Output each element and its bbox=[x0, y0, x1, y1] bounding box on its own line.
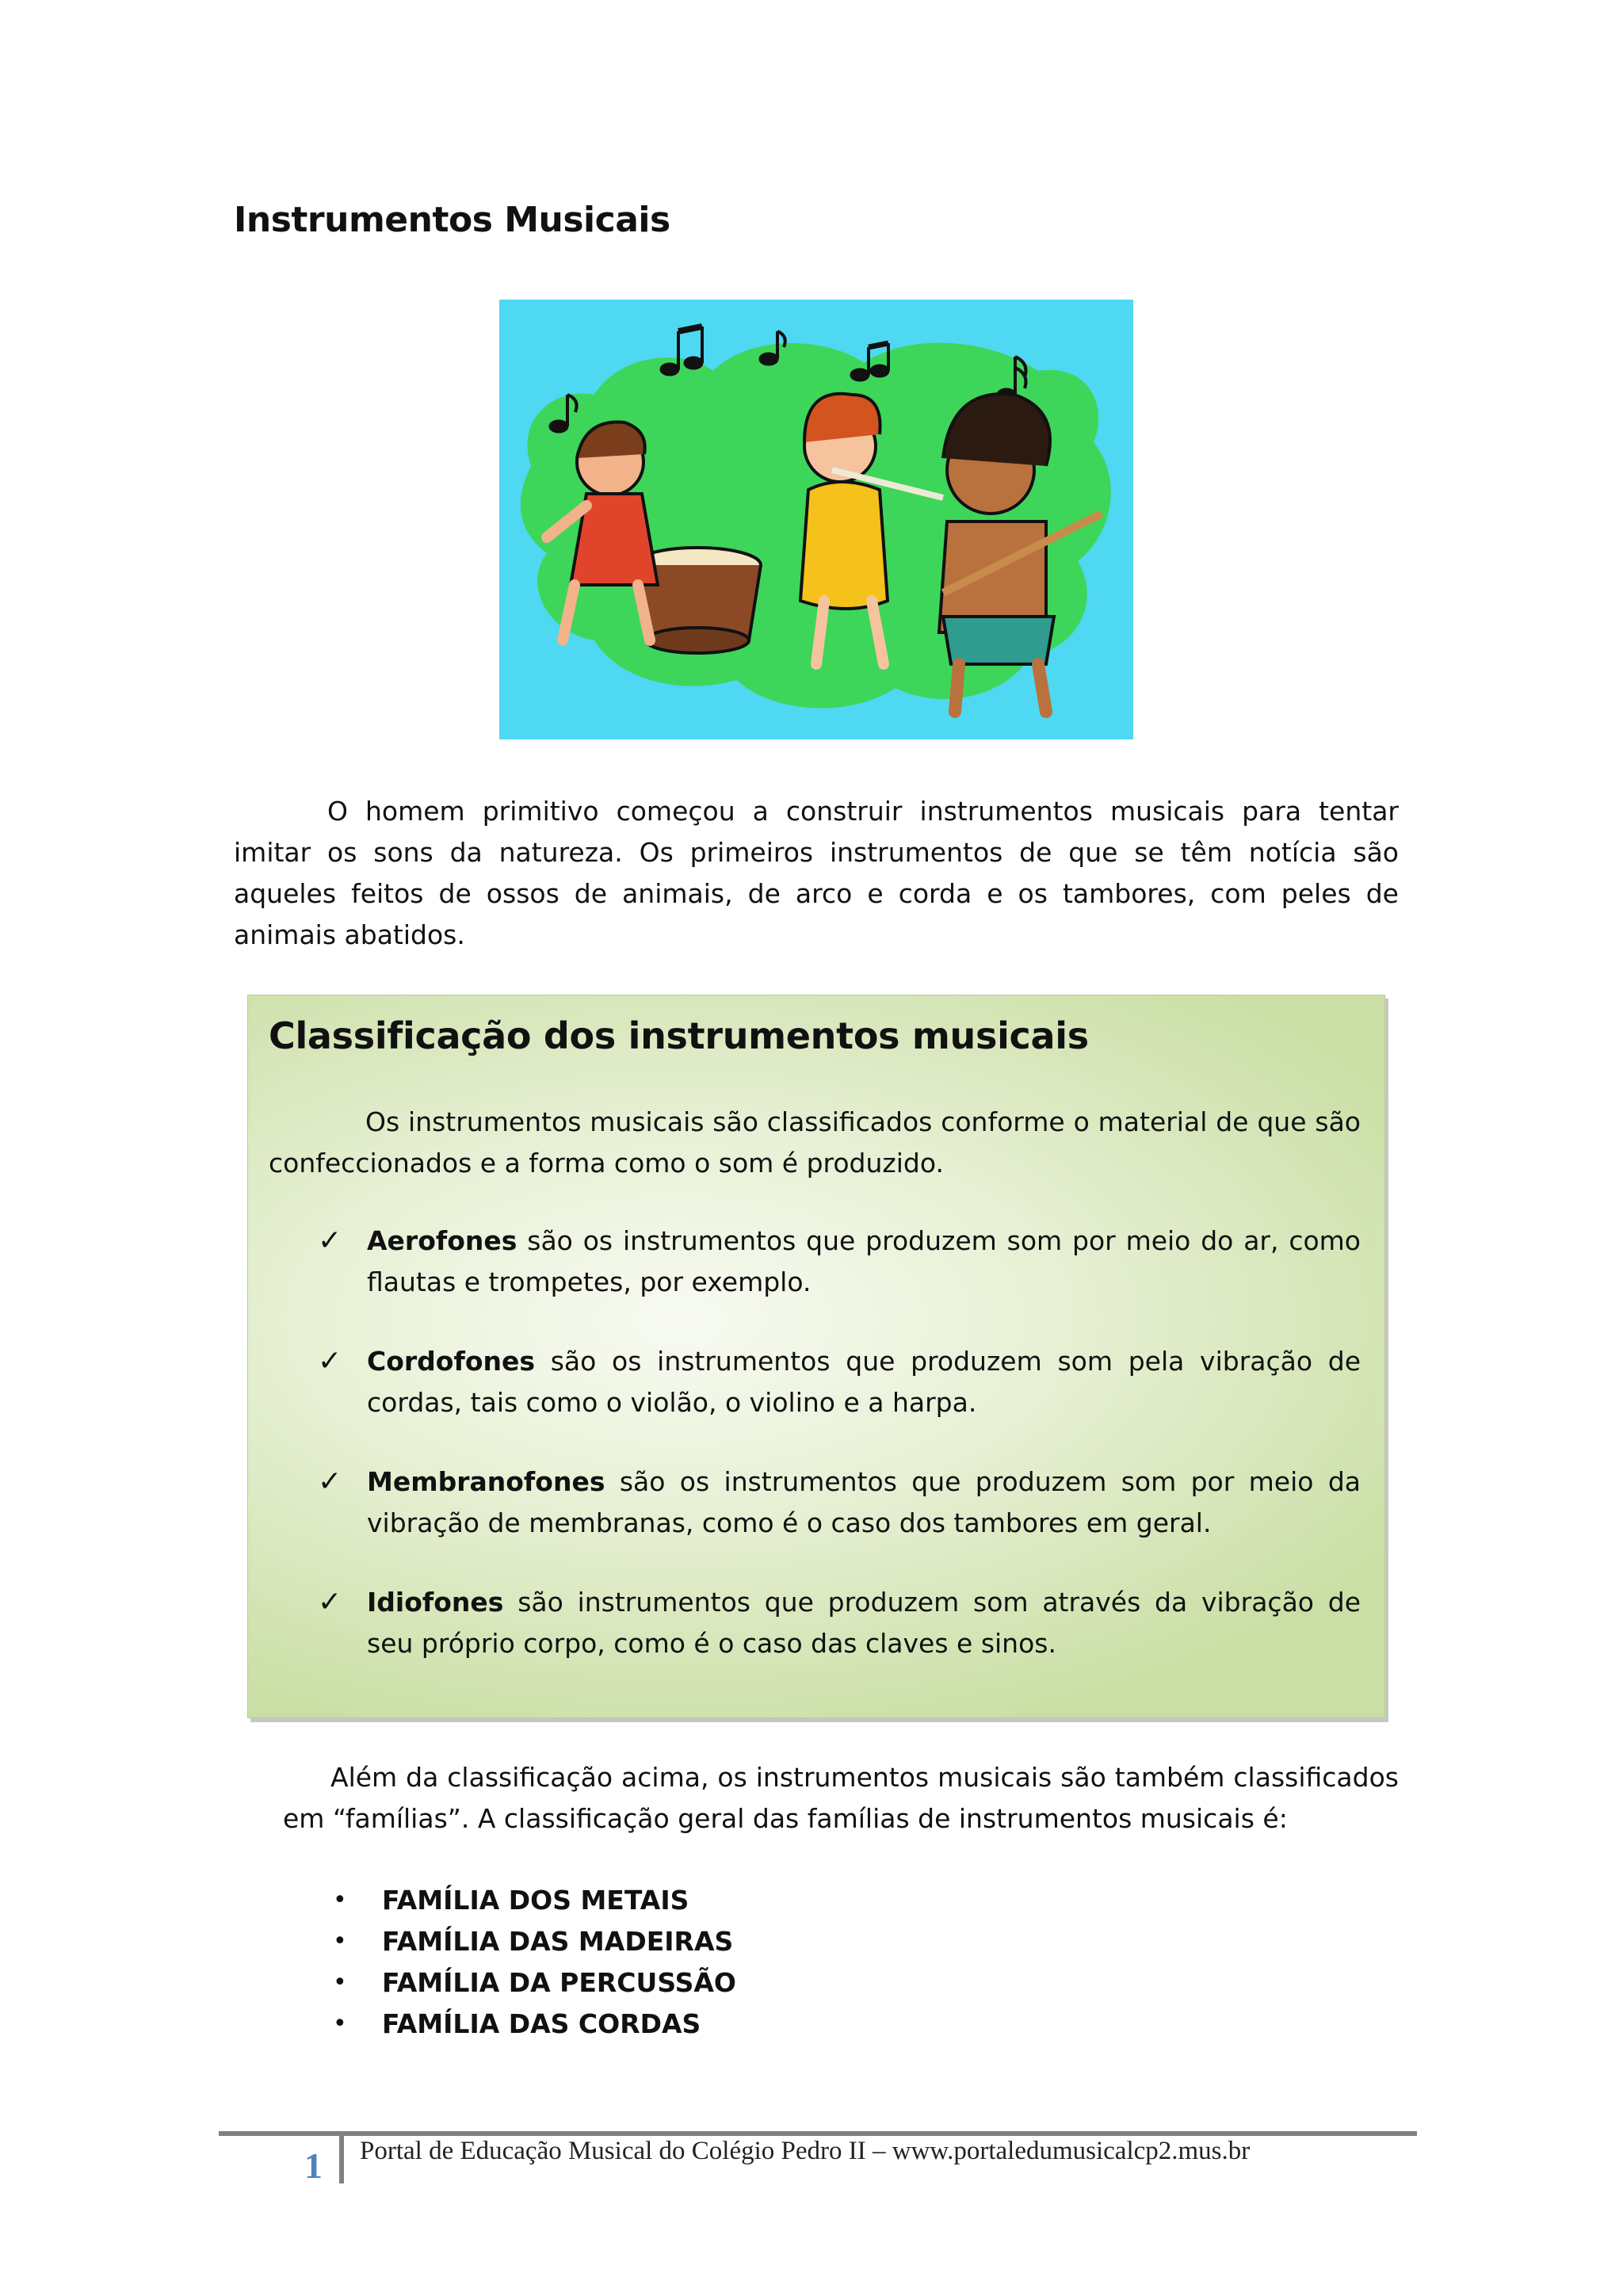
description-membranofones: são os instrumentos que produzem som por meio da vibração de membranas, como é o caso dos tambores em geral. bbox=[367, 1466, 1361, 1538]
term-aerofones: Aerofones bbox=[367, 1225, 517, 1256]
checkmark-icon: ✓ bbox=[318, 1586, 342, 1618]
family-item bbox=[333, 2004, 736, 2045]
cavemen-band-illustration bbox=[499, 300, 1133, 739]
intro-paragraph: O homem primitivo começou a construir instrumentos musicais para tentar imitar os sons da natureza. Os primeiros instrumentos de que se têm notícia são aqueles feitos de ossos de animais, de arco e corda e os tambores, com peles de animais abatidos. bbox=[234, 796, 1399, 950]
families-list bbox=[333, 1880, 736, 2045]
classification-item-membranofones bbox=[269, 1461, 1361, 1544]
family-item bbox=[333, 1880, 736, 1921]
page-number: 1 bbox=[304, 2145, 323, 2186]
classification-item-aerofones bbox=[269, 1221, 1361, 1303]
classification-item-idiofones bbox=[269, 1582, 1361, 1664]
family-label: FAMÍLIA DAS CORDAS bbox=[382, 2008, 701, 2039]
footer-text: Portal de Educação Musical do Colégio Pedro II – www.portaledumusicalcp2.mus.br bbox=[360, 2137, 1251, 2165]
checkmark-icon: ✓ bbox=[318, 1345, 342, 1377]
page-title: Instrumentos Musicais bbox=[234, 200, 670, 240]
term-idiofones: Idiofones bbox=[367, 1587, 504, 1618]
families-intro: Além da classificação acima, os instrumentos musicais são também classificados em “famílias”. A classificação geral das famílias de instrumentos musicais é: bbox=[283, 1762, 1399, 1834]
family-item bbox=[333, 1962, 736, 2004]
bullet-icon: • bbox=[333, 1927, 347, 1955]
family-label: FAMÍLIA DA PERCUSSÃO bbox=[382, 1967, 736, 1998]
description-idiofones: são instrumentos que produzem som através da vibração de seu próprio corpo, como é o caso das claves e sinos. bbox=[367, 1587, 1361, 1659]
classification-intro: Os instrumentos musicais são classificados conforme o material de que são confeccionados e a forma como o som é produzido. bbox=[269, 1106, 1361, 1179]
term-cordofones: Cordofones bbox=[367, 1346, 536, 1377]
family-label: FAMÍLIA DAS MADEIRAS bbox=[382, 1926, 734, 1957]
checkmark-icon: ✓ bbox=[318, 1465, 342, 1498]
family-label: FAMÍLIA DOS METAIS bbox=[382, 1885, 689, 1916]
checkmark-icon: ✓ bbox=[318, 1224, 342, 1257]
classification-box bbox=[247, 995, 1385, 1718]
illustration-svg bbox=[499, 300, 1133, 739]
family-item bbox=[333, 1921, 736, 1962]
classification-list bbox=[269, 1221, 1361, 1664]
term-membranofones: Membranofones bbox=[367, 1466, 605, 1497]
classification-title: Classificação dos instrumentos musicais bbox=[269, 1014, 1089, 1057]
bullet-icon: • bbox=[333, 2010, 347, 2038]
footer-divider bbox=[339, 2134, 344, 2183]
classification-item-cordofones bbox=[269, 1341, 1361, 1423]
description-cordofones: são os instrumentos que produzem som pela vibração de cordas, tais como o violão, o violino e a harpa. bbox=[367, 1346, 1361, 1418]
bullet-icon: • bbox=[333, 1886, 347, 1914]
footer-rule bbox=[219, 2131, 1417, 2136]
bullet-icon: • bbox=[333, 1969, 347, 1996]
description-aerofones: são os instrumentos que produzem som por meio do ar, como flautas e trompetes, por exemplo. bbox=[367, 1225, 1361, 1297]
